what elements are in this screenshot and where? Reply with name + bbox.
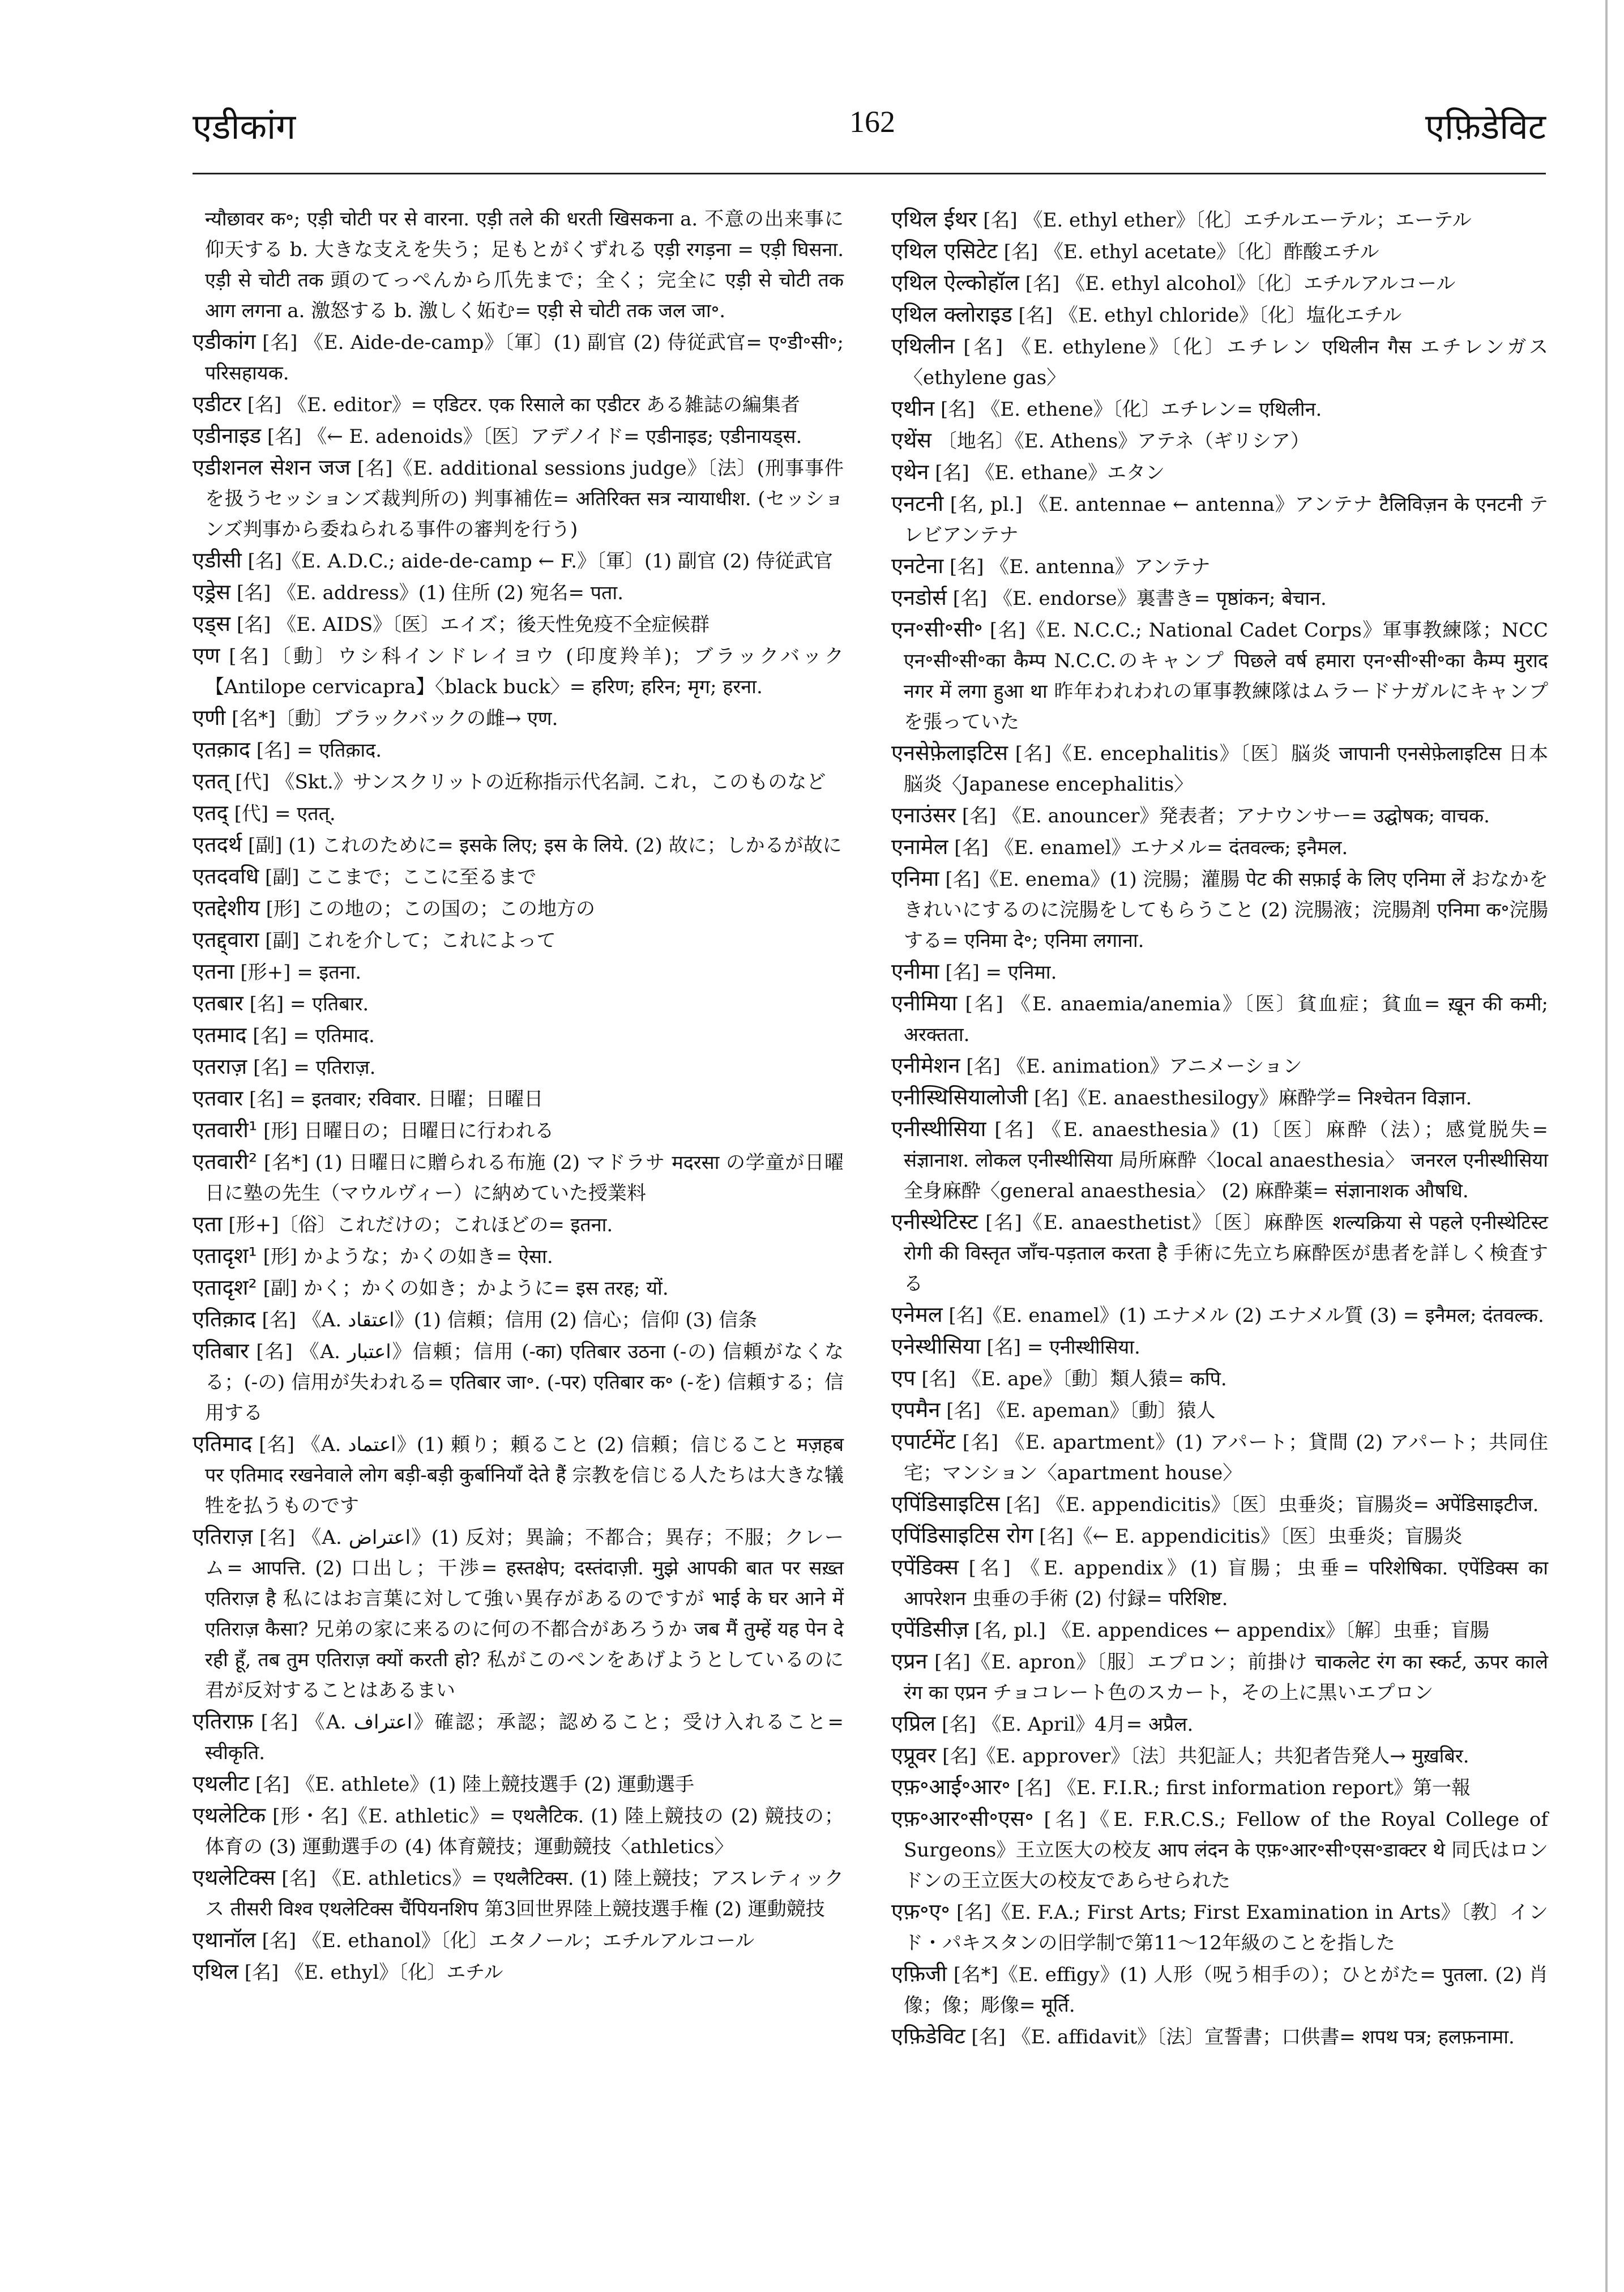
entry-headword: एनीमेशन [891,1053,960,1078]
entry-definition: [名]《E. approver》〔法〕共犯証人；共犯者告発人→ मुख़बिर. [942,1745,1469,1768]
left-column [193,204,844,1988]
entry-headword: एथेन [891,459,929,484]
dictionary-entry [891,1082,1548,1113]
entry-definition: [名] 《E. ethanol》〔化〕エタノール；エチルアルコール [262,1930,755,1952]
entry-headword: एतवारी² [193,1149,258,1174]
dictionary-entry [193,829,844,861]
dictionary-entry [193,1146,844,1209]
entry-headword: एतादृश² [193,1275,257,1300]
entry-definition: [名] 《E. enamel》エナメル= दंतवल्क; इनैमल. [954,836,1348,859]
entry-headword: एथानॉल [193,1927,256,1952]
entry-definition: न्यौछावर क॰; एड़ी चोटी पर से वारना. एड़ी तले की धरती खिसकना a. 不意の出来事に仰天する b. 大きな支えを失う；足もとがくずれる एड़ी रगड़ना = एड़ी घिसना. एड़ी से चोटी तक 頭のてっぺんから爪先まで；全く；完全に एड़ी से चोटी तक आग लगना a. 激怒する b. 激しく妬む= एड़ी से चोटी तक जल जा॰. [205,208,844,322]
entry-definition: [名] 《E. April》4月= अप्रैल. [942,1713,1194,1736]
entry-continuation [193,204,844,326]
entry-headword: एथलीट [193,1771,250,1796]
dictionary-entry [891,1113,1548,1206]
dictionary-entry [891,800,1548,831]
dictionary-entry [193,1956,844,1988]
entry-definition: [名*]〔動〕ブラックバックの雌→ एण. [232,707,558,730]
dictionary-entry [891,582,1548,614]
entry-definition: [名] = एतिक़ाद. [256,739,382,762]
header-rule [193,173,1546,174]
entry-headword: एणी [193,705,226,730]
entry-definition: [形・名]《E. athletic》= एथलैटिक. (1) 陸上競技の (2) 競技の；体育の (3) 運動選手の (4) 体育競技；運動競技〈athletics〉 [205,1805,844,1858]
entry-definition: [名] 《E. animation》アニメーション [966,1055,1302,1078]
entry-headword: एथिल ईथर [891,207,977,232]
entry-definition: [名] 《E. affidavit》〔法〕宣誓書；口供書= शपथ पत्र; हलफ़नामा. [971,2026,1515,2048]
entry-headword: एफ़॰आर॰सी॰एस॰ [891,1806,1034,1831]
entry-definition: [名]《E. enamel》(1) エナメル (2) エナメル質 (3) = इनैमल; दंतवल्क. [948,1304,1544,1327]
entry-definition: [名] 《E. athlete》(1) 陸上競技選手 (2) 運動選手 [255,1773,695,1796]
entry-definition: [副] かく；かくの如き；かように= इस तरह; यों. [263,1277,669,1300]
dictionary-entry [193,389,844,420]
dictionary-entry [193,1800,844,1862]
entry-headword: एतबार [193,991,243,1015]
entry-headword: एप्रन [891,1649,928,1674]
entry-definition: [名] 《A. اعتراض》(1) 反対；異論；不都合；異存；不服；クレーム= आपत्ति. (2) 口出し；干渉= हस्तक्षेप; दस्तंदाज़ी. मुझे आपकी बात पर सख़्त एतिराज़ है 私にはお言葉に対して強い異存があるのですが भाई के घर आने में एतिराज़ कैसा? 兄弟の家に来るのに何の不都合があろうか जब मैं तुम्हें यह पेन दे रही हूँ, तब तुम एतिराज़ क्यों करती हो? 私がこのペンをあげようとしているのに君が反対することはあるまい [205,1526,844,1702]
entry-definition: [副] これを介して；これによって [265,929,556,952]
entry-headword: एण [193,643,220,668]
dictionary-entry [891,1740,1548,1772]
entry-definition: [名] = इतवार; रविवार. 日曜；日曜日 [249,1088,544,1111]
dictionary-entry [891,988,1548,1050]
page-header [193,102,1546,164]
entry-headword: एनेमल [891,1302,943,1327]
dictionary-entry [193,1019,844,1051]
entry-definition: [名*] (1) 日曜日に贈られる布施 (2) マドラサ मदरसा の学童が日曜日に塾の先生（マウルヴィー）に納めていた授業料 [205,1151,844,1205]
dictionary-entry [193,326,844,389]
dictionary-entry [891,1488,1548,1520]
entry-definition: [名]《← E. appendicitis》〔医〕虫垂炎；盲腸炎 [1039,1525,1463,1548]
entry-headword: एपिंडिसाइटिस [891,1491,1000,1516]
entry-definition: [名] 《E. ethyl chloride》〔化〕塩化エチル [1018,304,1402,327]
entry-definition: [名, pl.] 《E. antennae ← antenna》アンテナ टैलिविज़न के एनटनी テレビアンテナ [904,493,1548,547]
entry-headword: एतदवधि [193,864,259,889]
entry-headword: एतक़ाद [193,737,250,762]
entry-definition: [名]《E. N.C.C.; National Cadet Corps》軍事教練隊；NCC एन॰सी॰सी॰का कैम्प N.C.C.のキャンプ पिछले वर्ष हमारा एन॰सी॰सी॰का कैम्प मुराद नगर में लगा हुआ था 昨年われわれの軍事教練隊はムラードナガルにキャンプを張っていた [904,619,1549,733]
dictionary-entry [891,1520,1548,1552]
entry-headword: एफ़िडेविट [891,2024,965,2048]
dictionary-entry [891,1896,1548,1958]
entry-headword: एड्स [193,611,231,636]
entry-headword: एपिंडिसाइटिस रोग [891,1523,1033,1548]
entry-definition: [名] 《A. اعتراف》確認；承認；認めること；受け入れること= स्वीकृति. [205,1711,844,1764]
entry-definition: [形] この地の；この国の；この地方の [266,898,595,920]
dictionary-entry [891,1614,1548,1646]
entry-definition: [形+] = इतना. [240,961,362,984]
dictionary-entry [193,797,844,829]
entry-headword: एप्रिल [891,1711,936,1736]
dictionary-entry [193,766,844,797]
dictionary-entry [193,545,844,577]
entry-definition: [名] 《E. AIDS》〔医〕エイズ；後天性免疫不全症候群 [236,613,710,636]
dictionary-entry [891,1772,1548,1803]
entry-definition: [名]《E. additional sessions judge》〔法〕(刑事事件を扱うセッションズ裁判所の) 判事補佐= अतिरिक्त सत्र न्यायाधीश. (セッションズ判事から委ねられる事件の審判を行う) [205,457,844,541]
entry-definition: [名]《E. F.A.; First Arts; First Examination in Arts》〔教〕インド・パキスタンの旧学制で第11〜12年級のことを指した [904,1901,1549,1954]
entry-definition: [副] (1) これのために= इसके लिए; इस के लिये. (2) 故に；しかるが故に [247,834,842,857]
entry-definition: [名] 《A. اعتقاد》(1) 信頼；信用 (2) 信心；信仰 (3) 信条 [262,1309,758,1331]
page-edge-line [1605,0,1608,2292]
entry-definition: [名] 《E. ethyl ether》〔化〕エチルエーテル；エーテル [983,209,1472,232]
entry-headword: एपेंडिसीज़ [891,1617,969,1642]
entry-headword: एडीसी [193,548,242,573]
entry-headword: एथिल एसिटेट [891,238,998,263]
entry-headword: एनीमिया [891,991,958,1015]
dictionary-entry [193,861,844,893]
dictionary-entry [891,456,1548,488]
dictionary-entry [891,1363,1548,1394]
dictionary-entry [193,608,844,640]
entry-headword: एफ़िजी [891,1961,947,1986]
entry-headword: एप्रूवर [891,1743,937,1768]
entry-headword: एथिलीन [891,334,955,358]
dictionary-entry [891,488,1548,550]
dictionary-entry [891,863,1548,956]
dictionary-entry [193,924,844,956]
entry-definition: [名] 《E. ethyl alcohol》〔化〕エチルアルコール [1025,272,1456,295]
entry-definition: [名] 《E. anaemia/anemia》〔医〕貧血症；貧血= ख़ून की कमी; अरक्तता. [904,993,1548,1046]
entry-headword: एपेंडिक्स [891,1555,959,1580]
entry-definition: [名] 《E. appendicitis》〔医〕虫垂炎；盲腸炎= अपेंडिसाइटीज. [1006,1493,1539,1516]
entry-headword: एफ़॰आई॰आर॰ [891,1774,1011,1799]
dictionary-entry [193,1240,844,1272]
entry-headword: एतद्देशीय [193,895,260,920]
entry-headword: एतवार [193,1086,243,1111]
entry-headword: एतवारी¹ [193,1117,258,1142]
dictionary-entry [193,893,844,924]
dictionary-entry [891,425,1548,456]
dictionary-entry [891,393,1548,425]
entry-definition: [代] 《Skt.》サンスクリットの近称指示代名詞. これ，このものなど [235,771,826,793]
entry-headword: एतिराज़ [193,1524,253,1549]
entry-headword: एनटनी [891,491,944,516]
entry-headword: एता [193,1211,223,1236]
dictionary-entry [891,236,1548,267]
entry-definition: [名] 《A. اعتبار》信頼；信用 (-का) एतिबार उठना (-の) 信頼がなくなる；(-の) 信用が失われる= एतिबार जा॰. (-पर) एतिबार क॰ (-を) 信頼する；信用する [205,1341,844,1424]
entry-headword: एड्रेस [193,579,231,604]
entry-definition: [名] 《E. F.I.R.; first information report》第一報 [1016,1777,1471,1799]
dictionary-entry [891,1708,1548,1740]
entry-headword: एनडोर्स [891,585,947,610]
entry-definition: [名]《E. F.R.C.S.; Fellow of the Royal College of Surgeons》王立医大の校友 आप लंदन के एफ़॰आर॰सी॰एस॰डाक्टर थे 同氏はロンドンの王立医大の校友であらせられた [904,1808,1548,1892]
dictionary-entry [891,204,1548,236]
entry-headword: एतना [193,959,234,984]
entry-definition: [名*]《E. effigy》(1) 人形（呪う相手の）；ひとがた= पुतला. (2) 肖像；像；彫像= मूर्ति. [904,1964,1549,2017]
dictionary-entry [891,1646,1548,1708]
entry-headword: एतराज़ [193,1054,247,1079]
dictionary-entry [891,1050,1548,1082]
dictionary-entry [891,550,1548,582]
entry-headword: एपमैन [891,1397,941,1422]
entry-headword: एडीनाइड [193,423,262,448]
entry-headword: एनाउंसर [891,803,956,827]
entry-definition: [名]《E. anaesthetist》〔医〕麻酔医 शल्यक्रिया से पहले एनीस्थेटिस्ट रोगी की विस्तृत जाँच-पड़ताल करता है 手術に先立ち麻酔医が患者を詳しく検査する [904,1211,1548,1295]
entry-definition: [名] 《E. ethyl acetate》〔化〕酢酸エチル [1003,241,1379,263]
entry-definition: [名] 《E. ethene》〔化〕エチレン= एथिलीन. [941,398,1322,421]
dictionary-entry [193,1272,844,1304]
dictionary-entry [193,1083,844,1115]
entry-definition: [名, pl.] 《E. appendices ← appendix》〔解〕虫垂；盲腸 [975,1619,1489,1642]
entry-headword: एतद् [193,800,228,825]
entry-headword: एथिल क्लोराइड [891,302,1012,327]
entry-definition: [名] = एनीस्थीसिया. [986,1336,1140,1359]
entry-definition: [形] かような；かくの如き= ऐसा. [263,1245,553,1268]
entry-definition: [名] 《E. ape》〔動〕類人猿= कपि. [921,1368,1227,1390]
entry-headword: एतमाद [193,1022,247,1047]
entry-definition: [名] 《E. editor》= एडिटर. एक रिसाले का एडीटर ある雑誌の編集者 [247,394,800,416]
dictionary-entry [193,1521,844,1706]
dictionary-entry [193,1209,844,1240]
dictionary-entry [193,420,844,452]
dictionary-entry [891,1394,1548,1426]
entry-definition: [名] = एतिराज़. [253,1056,376,1079]
entry-definition: [名] = एतिबार. [249,993,369,1015]
entry-headword: एथलेटिक [193,1803,266,1828]
entry-definition: [名] 《E. ethyl》〔化〕エチル [244,1961,503,1984]
dictionary-entry [193,1115,844,1146]
dictionary-entry [891,1299,1548,1331]
entry-definition: [名]《E. apron》〔服〕エプロン；前掛け चाकलेट रंग का स्कर्ट, ऊपर काले रंग का एप्रन チョコレート色のスカート，その上に黒いエプロン [904,1651,1548,1704]
dictionary-entry [891,1206,1548,1299]
entry-definition: [名] 《E. endorse》裏書き= पृष्ठांकन; बेचान. [952,587,1327,610]
entry-headword: एनीस्थेटिस्ट [891,1209,978,1234]
entry-headword: एथेंस [891,428,931,453]
dictionary-entry [193,1924,844,1956]
left-guide-word: एडीकांग [193,106,296,147]
entry-definition: [名] 《E. apartment》(1) アパート；貸間 (2) アパート；共同住宅；マンション〈apartment house〉 [904,1431,1549,1484]
entry-definition: [名] 《← E. adenoids》〔医〕アデノイド= एडीनाइड; एडीनायड्स. [267,425,802,448]
entry-definition: [名] 《E. antenna》アンテナ [950,556,1211,578]
entry-headword: एनिमा [891,866,939,891]
dictionary-entry [193,577,844,608]
entry-definition: [名] 《E. athletics》= एथलैटिक्स. (1) 陸上競技；アスレティックス तीसरी विश्व एथलेटिक्स चैंपियनशिप 第3回世界陸上競技選手権 (2) 運動競技 [205,1867,844,1920]
entry-headword: एन॰सी॰सी॰ [891,617,983,642]
entry-definition: [名]《E. A.D.C.; aide-de-camp ← F.》〔軍〕(1) 副官 (2) 侍従武官 [247,550,833,573]
entry-definition: [名] 《E. appendix》(1) 盲腸；虫垂= परिशेषिका. एपेंडिक्स का आपरेशन 虫垂の手術 (2) 付録= परिशिष्ट. [904,1557,1548,1610]
entry-definition: [名]《E. encephalitis》〔医〕脳炎 जापानी एनसेफ़ेलाइटिस 日本脳炎〈Japanese encephalitis〉 [904,742,1548,796]
dictionary-entry [891,614,1548,737]
entry-headword: एथीन [891,396,935,421]
entry-definition: [名] 《E. anouncer》発表者；アナウンサー= उद्घोषक; वाचक. [961,805,1490,827]
dictionary-entry [193,1051,844,1083]
entry-headword: एनेस्थीसिया [891,1334,981,1359]
entry-headword: एतद्द्वारा [193,927,259,952]
entry-headword: एतिक़ाद [193,1307,256,1331]
entry-definition: [形] 日曜日の；日曜日に行われる [263,1120,554,1142]
dictionary-entry [193,1768,844,1800]
dictionary-entry [891,2021,1548,2052]
dictionary-entry [193,452,844,545]
dictionary-entry [193,1862,844,1924]
dictionary-entry [193,702,844,734]
entry-definition: [名] 《E. Aide-de-camp》〔軍〕(1) 副官 (2) 侍従武官= ए॰डी॰सी॰; परिसहायक. [205,331,844,385]
page-number: 162 [849,105,895,139]
entry-definition: [名] 《E. ethane》エタン [935,462,1165,484]
dictionary-entry [891,1958,1548,2021]
entry-definition: [名] 《E. anaesthesia》(1)〔医〕麻酔（法）；感覚脱失= संज्ञानाश. लोकल एनीस्थीसिया 局所麻酔〈local anaesthesia〉 जनरल एनीस्थीसिया 全身麻酔〈general anaesthesia〉 (2) 麻酔薬= संज्ञानाशक औषधि. [904,1119,1549,1202]
dictionary-entry [891,1331,1548,1363]
entry-headword: एतत् [193,769,229,793]
dictionary-entry [193,1428,844,1521]
entry-headword: एथलेटिक्स [193,1865,276,1890]
entry-definition: [名] 《E. apeman》〔動〕猿人 [946,1399,1216,1422]
entry-definition: [名]《E. anaesthesilogy》麻酔学= निश्चेतन विज्ञान. [1033,1087,1472,1109]
dictionary-entry [891,331,1548,393]
dictionary-entry [891,1426,1548,1488]
entry-headword: एनीस्थिसियालोजी [891,1085,1028,1109]
entry-headword: एनामेल [891,834,948,859]
entry-headword: एतिराफ़ [193,1709,254,1734]
dictionary-entry [891,267,1548,299]
right-guide-word: एफ़िडेविट [1425,106,1546,147]
entry-headword: एनीमा [891,959,939,984]
entry-definition: [名] 《A. اعتماد》(1) 頼り；頼ること (2) 信頼；信じること मज़हब पर एतिमाद रखनेवाले लोग बड़ी-बड़ी कुर्बानियाँ देते हैं 宗教を信じる人たちは大きな犠牲を払うものです [205,1433,844,1517]
dictionary-entry [891,831,1548,863]
entry-definition: [名] = एनिमा. [945,961,1057,984]
dictionary-entry [193,988,844,1019]
entry-headword: एथिल [193,1959,238,1984]
dictionary-entry [891,299,1548,331]
right-column [891,204,1548,2052]
entry-headword: एडीशनल सेशन जज [193,455,351,480]
entry-definition: [名]〔動〕ウシ科インドレイヨウ (印度羚羊)；ブラックバック【Antilope cervicapra】〈black buck〉= हरिण; हरिन; मृग; हरना. [205,645,844,698]
entry-definition: [名] = एतिमाद. [253,1025,375,1047]
dictionary-entry [193,734,844,766]
entry-definition: [形+]〔俗〕これだけの；これほどの= इतना. [228,1214,613,1236]
entry-headword: एप [891,1365,916,1390]
entry-headword: एनीस्थीसिया [891,1116,986,1141]
entry-headword: एपार्टमेंट [891,1429,956,1454]
entry-definition: [副] ここまで；ここに至るまで [265,866,537,889]
dictionary-entry [193,1335,844,1428]
dictionary-entry [891,1803,1548,1896]
entry-definition: [名] 《E. ethylene》〔化〕エチレン एथिलीन गैस エチレンガス〈ethylene gas〉 [904,336,1548,389]
entry-headword: एतिमाद [193,1431,253,1456]
entry-headword: एनसेफ़ेलाइटिस [891,740,1008,765]
entry-headword: एतदर्थ [193,832,242,857]
entry-headword: एडीटर [193,391,241,416]
entry-headword: एतादृश¹ [193,1243,257,1268]
entry-headword: एथिल ऐल्कोहॉल [891,270,1019,295]
entry-headword: एडीकांग [193,329,256,354]
dictionary-entry [891,956,1548,988]
dictionary-entry [891,737,1548,800]
entry-headword: एफ़॰ए॰ [891,1899,950,1924]
dictionary-entry [891,1552,1548,1614]
entry-headword: एतिबार [193,1338,249,1363]
dictionary-entry [193,1706,844,1768]
entry-headword: एनटेना [891,553,944,578]
dictionary-entry [193,640,844,702]
entry-definition: 〔地名〕《E. Athens》アテネ（ギリシア） [937,430,1310,453]
entry-definition: [名] 《E. address》(1) 住所 (2) 宛名= पता. [236,582,624,604]
entry-definition: [名]《E. enema》(1) 浣腸；灌腸 पेट की सफ़ाई के लिए एनिमा लें おなかをきれいにするのに浣腸をしてもらうこと (2) 浣腸液；浣腸剤 एनिमा क॰浣腸する= एनिमा दे॰; एनिमा लगाना. [904,868,1549,952]
dictionary-entry [193,1304,844,1335]
dictionary-entry [193,956,844,988]
entry-definition: [代] = एतत्. [234,803,336,825]
